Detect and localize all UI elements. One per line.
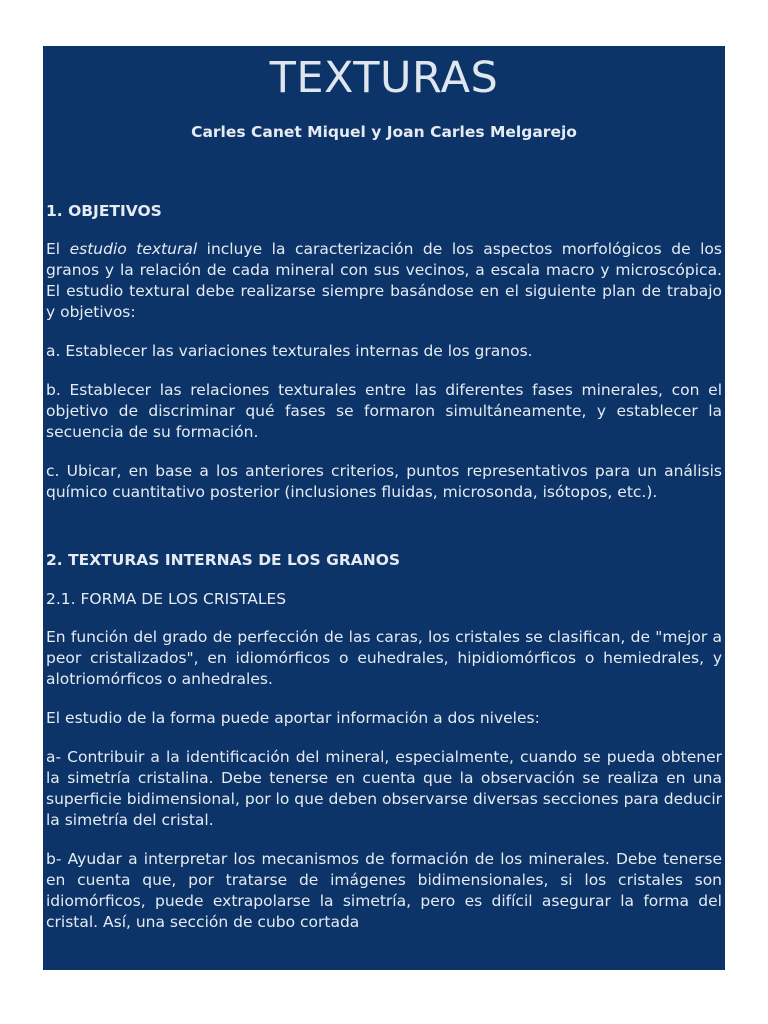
objective-c: c. Ubicar, en base a los anteriores criterios, puntos representativos para un análisis químico cuantitativo posterior (inclusiones fluidas, microsonda, isótopos, etc.). — [46, 462, 722, 501]
section-2-heading: 2. TEXTURAS INTERNAS DE LOS GRANOS — [46, 551, 401, 569]
section-1-intro — [46, 239, 722, 323]
section-2-paragraph-3: a- Contribuir a la identificación del mineral, especialmente, cuando se pueda obtener la simetría cristalina. Debe tenerse en cuenta que la observación se realiza en una superficie bidimensional, por lo que deben observarse diversas secciones para deducir la simetría del cristal. — [46, 748, 722, 829]
document-title: TEXTURAS — [269, 53, 499, 103]
intro-pre: El — [46, 240, 70, 258]
section-2-paragraph-4: b- Ayudar a interpretar los mecanismos de formación de los minerales. Debe tenerse en cuenta que, por tratarse de imágenes bidimensionales, si los cristales son idiomórficos, puede extrapolarse la simetría, pero es difícil asegurar la forma del cristal. Así, una sección de cubo cortada — [46, 850, 722, 931]
section-2-paragraph-1: En función del grado de perfección de las caras, los cristales se clasifican, de "mejor a peor cristalizados", en idiomórficos o euhedrales, hipidiomórficos o hemiedrales, y alotriomórficos o anhedrales. — [46, 628, 722, 688]
objective-a: a. Establecer las variaciones texturales internas de los granos. — [46, 342, 533, 360]
intro-post: incluye la caracterización de los aspectos morfológicos de los granos y la relación de cada mineral con sus vecinos, a escala macro y microscópica. El estudio textural debe realizarse siempre basándose en el siguiente plan de trabajo y objetivos: — [46, 240, 722, 321]
section-2-paragraph-2: El estudio de la forma puede aportar información a dos niveles: — [46, 709, 540, 727]
intro-emphasis: estudio textural — [69, 240, 198, 258]
objective-b: b. Establecer las relaciones texturales entre las diferentes fases minerales, con el objetivo de discriminar qué fases se formaron simultáneamente, y establecer la secuencia de su formación. — [46, 381, 722, 441]
section-1-heading: 1. OBJETIVOS — [46, 202, 162, 220]
document-authors: Carles Canet Miquel y Joan Carles Melgarejo — [191, 123, 577, 141]
document-body — [43, 54, 725, 933]
section-2-1-heading: 2.1. FORMA DE LOS CRISTALES — [46, 590, 287, 608]
document-page — [43, 46, 725, 970]
